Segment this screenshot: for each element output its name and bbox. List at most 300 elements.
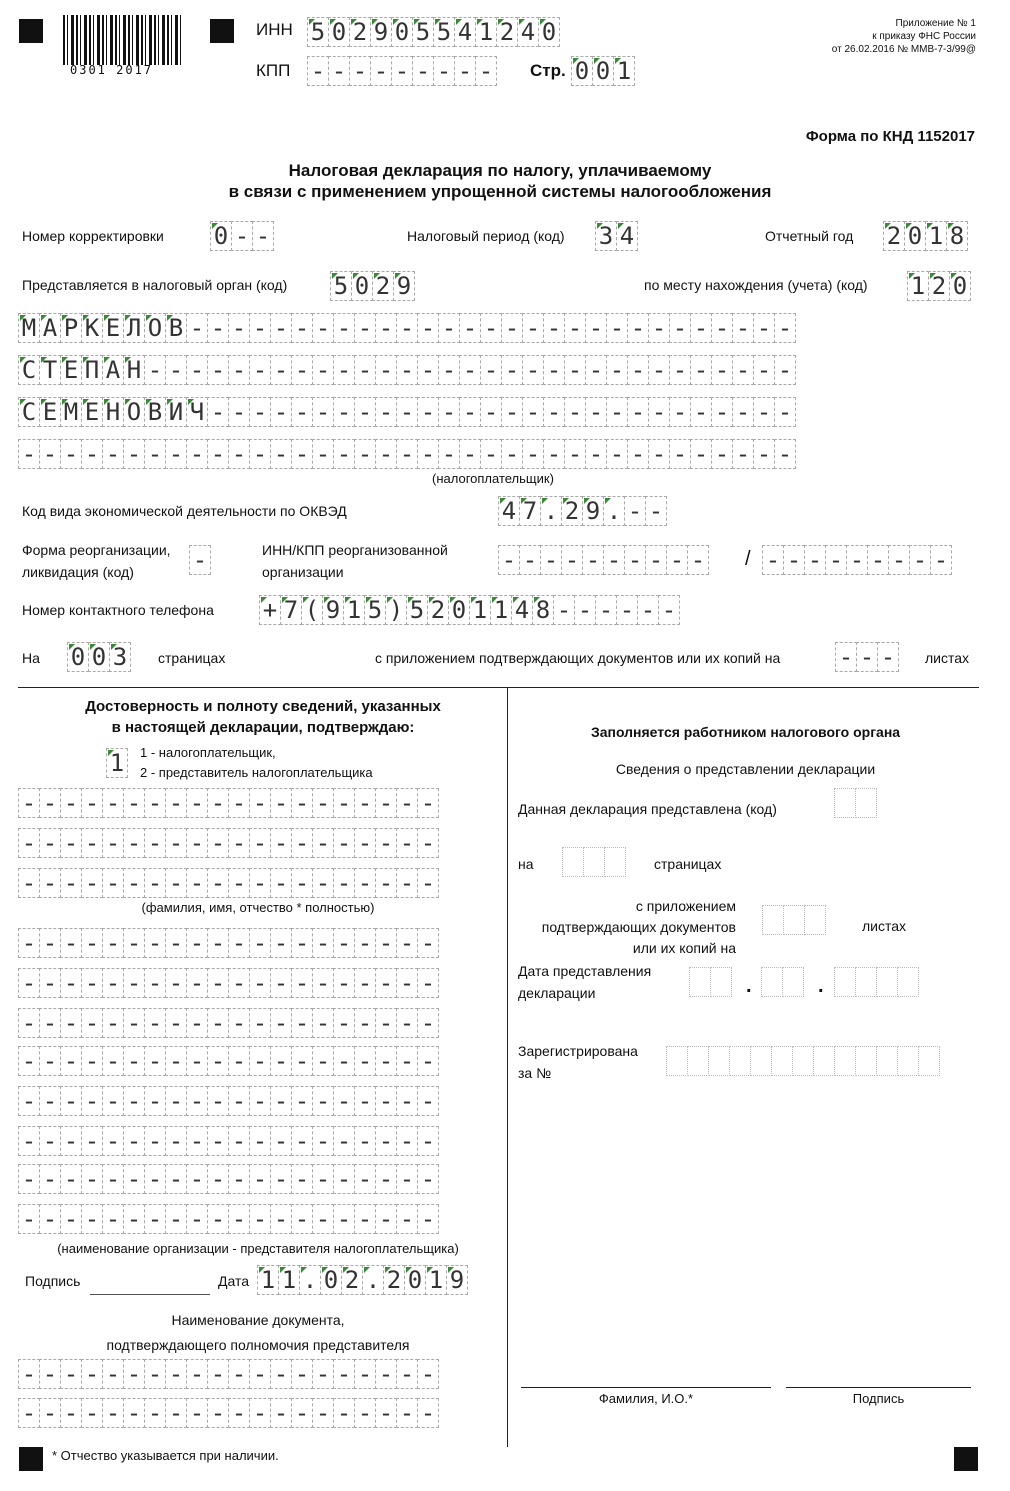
char-cell[interactable]: - [438, 313, 460, 343]
char-cell[interactable]: - [102, 828, 124, 858]
reorg-field[interactable] [189, 545, 211, 575]
char-cell[interactable]: - [291, 313, 313, 343]
char-cell[interactable]: - [228, 1126, 250, 1156]
taxpayer-line-4[interactable] [18, 439, 796, 469]
char-cell[interactable]: 2 [341, 1265, 363, 1295]
char-cell[interactable]: - [354, 928, 376, 958]
char-cell[interactable]: - [144, 355, 166, 385]
char-cell[interactable]: - [207, 439, 229, 469]
char-cell[interactable]: - [60, 1086, 82, 1116]
char-cell[interactable]: - [165, 828, 187, 858]
char-cell[interactable]: - [228, 968, 250, 998]
char-cell[interactable]: - [18, 1126, 40, 1156]
char-cell[interactable]: - [753, 313, 775, 343]
char-cell[interactable]: - [81, 1008, 103, 1038]
char-cell[interactable]: 3 [109, 642, 131, 672]
char-cell[interactable]: - [585, 355, 607, 385]
char-cell[interactable]: - [165, 1164, 187, 1194]
char-cell[interactable]: - [186, 868, 208, 898]
char-cell[interactable]: - [102, 1008, 124, 1038]
char-cell[interactable]: - [396, 1164, 418, 1194]
char-cell[interactable]: - [18, 928, 40, 958]
empty-cell[interactable] [855, 1046, 877, 1076]
submitted-code-field[interactable] [834, 788, 877, 818]
char-cell[interactable]: - [606, 397, 628, 427]
char-cell[interactable]: - [354, 397, 376, 427]
char-cell[interactable]: - [60, 439, 82, 469]
char-cell[interactable]: 4 [616, 221, 638, 251]
char-cell[interactable]: - [123, 1126, 145, 1156]
char-cell[interactable]: - [417, 828, 439, 858]
location-field[interactable] [907, 271, 971, 301]
char-cell[interactable]: 5 [412, 17, 434, 47]
char-cell[interactable]: - [564, 355, 586, 385]
char-cell[interactable]: - [228, 1204, 250, 1234]
char-cell[interactable]: - [291, 1398, 313, 1428]
char-cell[interactable]: - [375, 1008, 397, 1038]
char-cell[interactable]: - [291, 397, 313, 427]
official-date-day[interactable] [689, 967, 732, 997]
kpp-field[interactable] [307, 56, 497, 86]
char-cell[interactable]: 0 [949, 271, 971, 301]
char-cell[interactable]: - [60, 1046, 82, 1076]
char-cell[interactable]: - [60, 1008, 82, 1038]
char-cell[interactable]: - [333, 1398, 355, 1428]
char-cell[interactable]: - [564, 397, 586, 427]
char-cell[interactable]: - [711, 355, 733, 385]
char-cell[interactable]: - [165, 1126, 187, 1156]
char-cell[interactable]: - [396, 928, 418, 958]
char-cell[interactable]: . [299, 1265, 321, 1295]
char-cell[interactable]: - [165, 1359, 187, 1389]
char-cell[interactable]: - [375, 868, 397, 898]
char-cell[interactable]: - [312, 397, 334, 427]
char-cell[interactable]: - [39, 828, 61, 858]
char-cell[interactable]: 1 [343, 595, 365, 625]
char-cell[interactable]: - [39, 1359, 61, 1389]
char-cell[interactable]: - [658, 595, 680, 625]
char-cell[interactable]: - [312, 788, 334, 818]
reorg-inn-field[interactable] [498, 545, 709, 575]
char-cell[interactable]: - [645, 496, 667, 526]
empty-cell[interactable] [918, 1046, 940, 1076]
char-cell[interactable]: - [349, 56, 371, 86]
char-cell[interactable]: - [123, 968, 145, 998]
char-cell[interactable]: - [762, 545, 784, 575]
char-cell[interactable]: - [564, 313, 586, 343]
char-cell[interactable]: - [627, 439, 649, 469]
char-cell[interactable]: - [291, 1359, 313, 1389]
char-cell[interactable]: - [333, 1008, 355, 1038]
char-cell[interactable]: - [39, 868, 61, 898]
char-cell[interactable]: - [207, 1204, 229, 1234]
empty-cell[interactable] [708, 1046, 730, 1076]
char-cell[interactable]: - [186, 928, 208, 958]
empty-cell[interactable] [783, 905, 805, 935]
char-cell[interactable]: - [291, 788, 313, 818]
char-cell[interactable]: - [228, 1398, 250, 1428]
char-cell[interactable]: - [249, 1086, 271, 1116]
char-cell[interactable]: - [228, 397, 250, 427]
char-cell[interactable]: О [144, 313, 166, 343]
char-cell[interactable]: - [606, 355, 628, 385]
char-cell[interactable]: - [391, 56, 413, 86]
char-cell[interactable]: - [312, 1359, 334, 1389]
empty-cell[interactable] [876, 967, 898, 997]
char-cell[interactable]: - [396, 1046, 418, 1076]
char-cell[interactable]: 2 [372, 271, 394, 301]
char-cell[interactable]: - [417, 1398, 439, 1428]
char-cell[interactable]: . [603, 496, 625, 526]
char-cell[interactable]: - [627, 397, 649, 427]
char-cell[interactable]: - [835, 642, 857, 672]
char-cell[interactable]: - [396, 788, 418, 818]
char-cell[interactable]: - [249, 1046, 271, 1076]
char-cell[interactable]: - [39, 1164, 61, 1194]
char-cell[interactable]: - [18, 439, 40, 469]
char-cell[interactable]: - [574, 595, 596, 625]
char-cell[interactable]: - [270, 868, 292, 898]
empty-cell[interactable] [897, 967, 919, 997]
char-cell[interactable]: - [102, 968, 124, 998]
char-cell[interactable]: - [438, 355, 460, 385]
char-cell[interactable]: - [375, 1398, 397, 1428]
char-cell[interactable]: - [417, 355, 439, 385]
char-cell[interactable]: Е [60, 355, 82, 385]
char-cell[interactable]: - [102, 1126, 124, 1156]
char-cell[interactable]: - [417, 868, 439, 898]
char-cell[interactable]: - [564, 439, 586, 469]
char-cell[interactable]: - [186, 439, 208, 469]
char-cell[interactable]: - [207, 313, 229, 343]
char-cell[interactable]: - [39, 1126, 61, 1156]
char-cell[interactable]: - [165, 928, 187, 958]
char-cell[interactable]: - [252, 221, 274, 251]
char-cell[interactable]: - [165, 1008, 187, 1038]
char-cell[interactable]: - [354, 868, 376, 898]
empty-cell[interactable] [604, 847, 626, 877]
char-cell[interactable]: - [102, 1398, 124, 1428]
char-cell[interactable]: 1 [278, 1265, 300, 1295]
char-cell[interactable]: - [123, 439, 145, 469]
char-cell[interactable]: - [39, 439, 61, 469]
period-field[interactable] [595, 221, 638, 251]
char-cell[interactable]: - [249, 1008, 271, 1038]
char-cell[interactable]: - [375, 397, 397, 427]
char-cell[interactable]: - [312, 355, 334, 385]
char-cell[interactable]: - [396, 828, 418, 858]
char-cell[interactable]: - [123, 1086, 145, 1116]
char-cell[interactable]: 2 [383, 1265, 405, 1295]
char-cell[interactable]: - [627, 313, 649, 343]
char-cell[interactable]: - [60, 1126, 82, 1156]
char-cell[interactable]: - [144, 868, 166, 898]
char-cell[interactable]: - [144, 1008, 166, 1038]
char-cell[interactable]: - [102, 1359, 124, 1389]
char-cell[interactable]: В [165, 313, 187, 343]
char-cell[interactable]: - [312, 1204, 334, 1234]
taxpayer-line-3[interactable] [18, 397, 796, 427]
char-cell[interactable]: 8 [532, 595, 554, 625]
authority-field[interactable] [330, 271, 415, 301]
char-cell[interactable]: - [270, 1398, 292, 1428]
char-cell[interactable]: 1 [106, 748, 128, 778]
char-cell[interactable]: - [396, 313, 418, 343]
taxpayer-line-1[interactable] [18, 313, 796, 343]
char-cell[interactable]: - [207, 355, 229, 385]
char-cell[interactable]: - [582, 545, 604, 575]
char-cell[interactable]: - [60, 1359, 82, 1389]
empty-cell[interactable] [834, 967, 856, 997]
char-cell[interactable]: - [270, 1126, 292, 1156]
char-cell[interactable]: - [270, 397, 292, 427]
char-cell[interactable]: - [123, 828, 145, 858]
char-cell[interactable]: 2 [883, 221, 905, 251]
char-cell[interactable]: 1 [475, 17, 497, 47]
char-cell[interactable]: - [60, 968, 82, 998]
empty-cell[interactable] [761, 967, 783, 997]
char-cell[interactable]: - [291, 928, 313, 958]
char-cell[interactable]: - [616, 595, 638, 625]
char-cell[interactable]: - [375, 439, 397, 469]
char-cell[interactable]: - [186, 1359, 208, 1389]
char-cell[interactable]: 7 [280, 595, 302, 625]
char-cell[interactable]: - [270, 1008, 292, 1038]
char-cell[interactable]: - [249, 968, 271, 998]
char-cell[interactable]: - [207, 928, 229, 958]
char-cell[interactable]: - [207, 1164, 229, 1194]
char-cell[interactable]: - [375, 1204, 397, 1234]
char-cell[interactable]: - [553, 595, 575, 625]
char-cell[interactable]: - [375, 1046, 397, 1076]
char-cell[interactable]: - [228, 1008, 250, 1038]
char-cell[interactable]: - [186, 355, 208, 385]
char-cell[interactable]: - [333, 1164, 355, 1194]
char-cell[interactable]: - [18, 828, 40, 858]
char-cell[interactable]: - [207, 1008, 229, 1038]
char-cell[interactable]: - [732, 313, 754, 343]
char-cell[interactable]: - [39, 1204, 61, 1234]
char-cell[interactable]: - [207, 828, 229, 858]
char-cell[interactable]: - [312, 1164, 334, 1194]
char-cell[interactable]: - [375, 313, 397, 343]
char-cell[interactable]: 0 [538, 17, 560, 47]
char-cell[interactable]: - [39, 788, 61, 818]
char-cell[interactable]: - [60, 1398, 82, 1428]
char-cell[interactable]: - [396, 1086, 418, 1116]
char-cell[interactable]: - [375, 1086, 397, 1116]
char-cell[interactable]: А [102, 355, 124, 385]
char-cell[interactable]: - [270, 1086, 292, 1116]
char-cell[interactable]: - [144, 928, 166, 958]
char-cell[interactable]: С [18, 355, 40, 385]
char-cell[interactable]: - [18, 1204, 40, 1234]
char-cell[interactable]: - [123, 928, 145, 958]
char-cell[interactable]: - [165, 1086, 187, 1116]
char-cell[interactable]: - [454, 56, 476, 86]
org-line-3[interactable] [18, 1008, 439, 1038]
char-cell[interactable]: - [207, 788, 229, 818]
char-cell[interactable]: - [648, 313, 670, 343]
char-cell[interactable]: - [354, 1126, 376, 1156]
char-cell[interactable]: 2 [496, 17, 518, 47]
char-cell[interactable]: А [39, 313, 61, 343]
char-cell[interactable]: - [81, 928, 103, 958]
char-cell[interactable]: - [60, 868, 82, 898]
char-cell[interactable]: 9 [393, 271, 415, 301]
char-cell[interactable]: - [60, 1164, 82, 1194]
char-cell[interactable]: - [543, 313, 565, 343]
char-cell[interactable]: 0 [391, 17, 413, 47]
char-cell[interactable]: - [228, 788, 250, 818]
char-cell[interactable]: - [81, 439, 103, 469]
char-cell[interactable]: - [186, 313, 208, 343]
char-cell[interactable]: - [475, 56, 497, 86]
char-cell[interactable]: - [375, 1359, 397, 1389]
char-cell[interactable]: - [354, 1204, 376, 1234]
empty-cell[interactable] [855, 967, 877, 997]
char-cell[interactable]: - [711, 439, 733, 469]
official-sign-line[interactable] [786, 1387, 971, 1388]
char-cell[interactable]: - [102, 868, 124, 898]
fio-line[interactable] [521, 1387, 771, 1388]
char-cell[interactable]: 3 [595, 221, 617, 251]
char-cell[interactable]: - [375, 355, 397, 385]
char-cell[interactable]: - [648, 355, 670, 385]
char-cell[interactable]: - [438, 439, 460, 469]
char-cell[interactable]: - [249, 1164, 271, 1194]
char-cell[interactable]: 0 [67, 642, 89, 672]
char-cell[interactable]: С [18, 397, 40, 427]
empty-cell[interactable] [897, 1046, 919, 1076]
date-field[interactable] [257, 1265, 468, 1295]
char-cell[interactable]: - [846, 545, 868, 575]
char-cell[interactable]: 8 [946, 221, 968, 251]
char-cell[interactable]: - [595, 595, 617, 625]
char-cell[interactable]: - [291, 1086, 313, 1116]
doc-line-1[interactable] [18, 1359, 439, 1389]
char-cell[interactable]: - [81, 1086, 103, 1116]
empty-cell[interactable] [771, 1046, 793, 1076]
char-cell[interactable]: В [144, 397, 166, 427]
char-cell[interactable]: - [312, 1398, 334, 1428]
char-cell[interactable]: - [333, 928, 355, 958]
official-pages-field[interactable] [562, 847, 626, 877]
org-line-8[interactable] [18, 1204, 439, 1234]
char-cell[interactable]: - [165, 968, 187, 998]
char-cell[interactable]: - [543, 355, 565, 385]
empty-cell[interactable] [834, 1046, 856, 1076]
char-cell[interactable]: Ч [186, 397, 208, 427]
char-cell[interactable]: - [81, 1359, 103, 1389]
char-cell[interactable]: - [774, 397, 796, 427]
org-line-2[interactable] [18, 968, 439, 998]
char-cell[interactable]: - [396, 868, 418, 898]
char-cell[interactable]: - [60, 928, 82, 958]
org-line-5[interactable] [18, 1086, 439, 1116]
char-cell[interactable]: - [522, 439, 544, 469]
char-cell[interactable]: 0 [88, 642, 110, 672]
char-cell[interactable]: - [522, 397, 544, 427]
char-cell[interactable]: 1 [425, 1265, 447, 1295]
char-cell[interactable]: - [60, 788, 82, 818]
reorg-kpp-field[interactable] [762, 545, 952, 575]
char-cell[interactable]: - [207, 1086, 229, 1116]
char-cell[interactable]: - [637, 595, 659, 625]
char-cell[interactable]: - [648, 439, 670, 469]
char-cell[interactable]: 4 [498, 496, 520, 526]
char-cell[interactable]: - [123, 868, 145, 898]
char-cell[interactable]: - [228, 355, 250, 385]
char-cell[interactable]: - [825, 545, 847, 575]
char-cell[interactable]: - [186, 1398, 208, 1428]
char-cell[interactable]: - [39, 1008, 61, 1038]
signature-line[interactable] [90, 1294, 210, 1295]
char-cell[interactable]: 1 [490, 595, 512, 625]
char-cell[interactable]: - [333, 828, 355, 858]
char-cell[interactable]: - [669, 397, 691, 427]
char-cell[interactable]: - [417, 1204, 439, 1234]
char-cell[interactable]: Л [123, 313, 145, 343]
char-cell[interactable]: - [18, 968, 40, 998]
char-cell[interactable]: 1 [907, 271, 929, 301]
char-cell[interactable]: - [480, 397, 502, 427]
char-cell[interactable]: - [291, 1204, 313, 1234]
char-cell[interactable]: - [123, 1046, 145, 1076]
char-cell[interactable]: . [540, 496, 562, 526]
char-cell[interactable]: - [165, 439, 187, 469]
char-cell[interactable]: - [291, 1046, 313, 1076]
char-cell[interactable]: 9 [582, 496, 604, 526]
char-cell[interactable]: - [333, 1359, 355, 1389]
char-cell[interactable]: - [228, 928, 250, 958]
char-cell[interactable]: - [375, 1126, 397, 1156]
char-cell[interactable]: - [354, 1086, 376, 1116]
char-cell[interactable]: - [354, 1008, 376, 1038]
char-cell[interactable]: - [249, 788, 271, 818]
char-cell[interactable]: - [291, 1164, 313, 1194]
char-cell[interactable]: - [18, 1164, 40, 1194]
char-cell[interactable]: - [186, 1086, 208, 1116]
char-cell[interactable]: - [459, 313, 481, 343]
char-cell[interactable]: 0 [571, 56, 593, 86]
char-cell[interactable]: - [459, 355, 481, 385]
char-cell[interactable]: - [123, 1008, 145, 1038]
char-cell[interactable]: - [207, 1126, 229, 1156]
char-cell[interactable]: - [144, 968, 166, 998]
empty-cell[interactable] [710, 967, 732, 997]
doc-line-2[interactable] [18, 1398, 439, 1428]
char-cell[interactable]: - [249, 1204, 271, 1234]
char-cell[interactable]: - [207, 968, 229, 998]
char-cell[interactable]: 0 [320, 1265, 342, 1295]
char-cell[interactable]: - [207, 1046, 229, 1076]
year-field[interactable] [883, 221, 968, 251]
char-cell[interactable]: - [18, 1398, 40, 1428]
char-cell[interactable]: - [207, 868, 229, 898]
char-cell[interactable]: 7 [519, 496, 541, 526]
char-cell[interactable]: - [186, 788, 208, 818]
char-cell[interactable]: + [259, 595, 281, 625]
char-cell[interactable]: - [102, 928, 124, 958]
char-cell[interactable]: - [312, 439, 334, 469]
char-cell[interactable]: - [312, 868, 334, 898]
char-cell[interactable]: - [930, 545, 952, 575]
char-cell[interactable]: - [270, 968, 292, 998]
char-cell[interactable]: - [123, 1398, 145, 1428]
char-cell[interactable]: 1 [257, 1265, 279, 1295]
char-cell[interactable]: - [774, 439, 796, 469]
